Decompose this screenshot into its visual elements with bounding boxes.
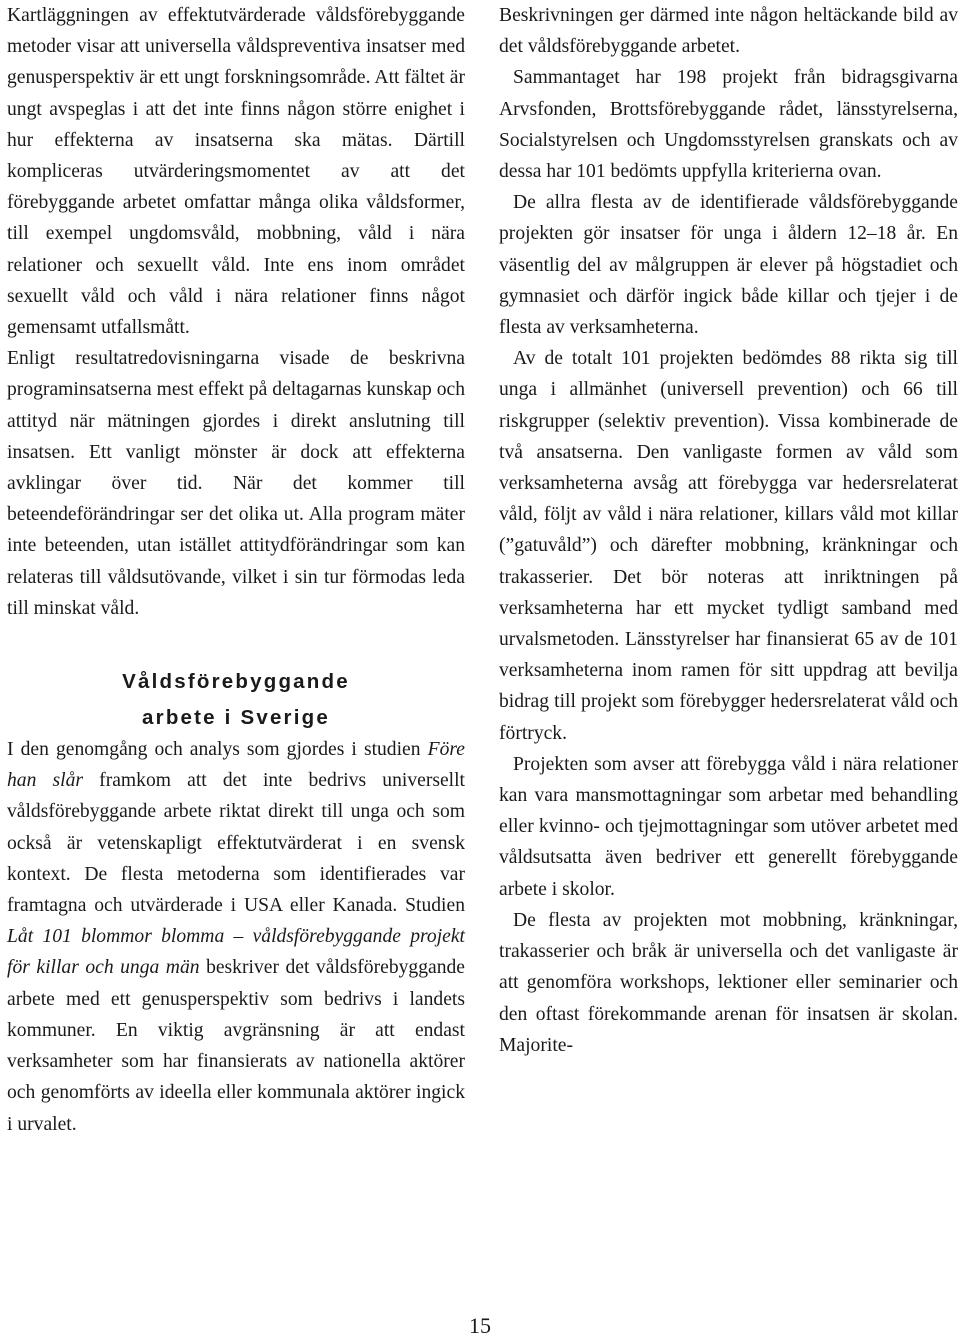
paragraph: Beskrivningen ger därmed inte någon heltäckande bild av det våldsförebyggande arbetet. xyxy=(499,5,958,58)
paragraph: Av de totalt 101 projekten bedömdes 88 rikta sig till unga i allmänhet (universell prevention) och 66 till riskgrupper (selektiv prevention). Vissa kombinerade de två ansatserna. Den vanligaste formen av våld som verksamheterna avsåg att förebygga var hedersrelaterat våld, följt av våld i nära relationer, killars våld mot killar (”gatuvåld”) och därefter mobbning, kränkningar och trakasserier. Det bör noteras att inriktningen på verksamheterna har ett mycket tydligt samband med urvalsmetoden. Länsstyrelser har finansierat 65 av de 101 verksamheterna inom ramen för sitt uppdrag att bevilja bidrag till projekt som förebygger hedersrelaterat våld och förtryck. xyxy=(499,348,958,744)
text-run: I den genomgång och analys som gjordes i studien xyxy=(7,739,428,761)
paragraph: Kartläggningen av effektutvärderade våldsförebyggande metoder visar att universella våldspreventiva insatser med genusperspektiv är ett ungt forskningsområde. Att fältet är ungt avspeglas i att det inte finns någon större enighet i hur effekterna av insatserna ska mätas. Därtill kompliceras utvärderingsmomentet av att det förebyggande arbetet omfattar många olika våldsformer, till exempel ungdomsvåld, mobbning, våld i nära relationer och sexuellt våld. Inte ens inom området sexuellt våld och våld i nära relationer finns något gemensamt utfallsmått. xyxy=(7,5,465,339)
text-run: beskriver det våldsförebyggande arbete med ett genusperspektiv som bedrivs i landets kommuner. En viktig avgränsning är att endast verksamheter som har finansierats av nationella aktörer och genomförts av ideella eller kommunala aktörer ingick i urvalet. xyxy=(7,957,465,1135)
paragraph: Sammantaget har 198 projekt från bidragsgivarna Arvsfonden, Brottsförebyggande rådet, länsstyrelserna, Socialstyrelsen och Ungdomsstyrelsen granskats och av dessa har 101 bedömts uppfylla kriterierna ovan. xyxy=(499,67,958,183)
paragraph: Enligt resultatredovisningarna visade de beskrivna programinsatserna mest effekt på deltagarnas kunskap och attityd när mätningen gjordes i direkt anslutning till insatsen. Ett vanligt mönster är dock att effekterna avklingar över tid. När det kommer till beteendeförändringar ser det olika ut. Alla program mäter inte beteenden, utan istället attitydförändringar som kan relateras till våldsutövande, vilket i sin tur förmodas leda till minskat våld. xyxy=(7,348,465,619)
left-column xyxy=(7,0,465,1140)
paragraph: De flesta av projekten mot mobbning, kränkningar, trakasserier och bråk är universella och det vanligaste är att genomföra workshops, lektioner eller seminarier och den oftast förekommande arenan för insatsen är skolan. Majorite- xyxy=(499,909,958,1056)
section-heading xyxy=(7,664,465,736)
page-number: 15 xyxy=(469,1313,491,1338)
right-column xyxy=(499,0,958,1061)
heading-line: Våldsförebyggande xyxy=(122,670,350,694)
heading-line: arbete i Sverige xyxy=(142,706,330,730)
text-run: framkom att det inte bedrivs universellt våldsförebyggande arbete riktat direkt till unga och som också är vetenskapligt effektutvärderat i en svensk kontext. De flesta metoderna som identifierades var framtagna och utvärderade i USA eller Kanada. Studien xyxy=(7,770,465,917)
study-title: Låt 101 blommor blomma – våldsförebyggande projekt för killar och unga män xyxy=(7,926,465,979)
paragraph: De allra flesta av de identifierade våldsförebyggande projekten gör insatser för unga i åldern 12–18 år. En väsentlig del av målgruppen är elever på högstadiet och gymnasiet och därför ingick både killar och tjejer i de flesta av verksamheterna. xyxy=(499,192,958,339)
paragraph xyxy=(7,734,465,1140)
study-title: Före han slår xyxy=(7,739,465,792)
paragraph: Projekten som avser att förebygga våld i nära relationer kan vara mansmottagningar som arbetar med behandling eller kvinno- och tjejmottagningar som utöver arbetet med våldsutsatta även bedriver ett generellt förebyggande arbete i skolor. xyxy=(499,753,958,900)
